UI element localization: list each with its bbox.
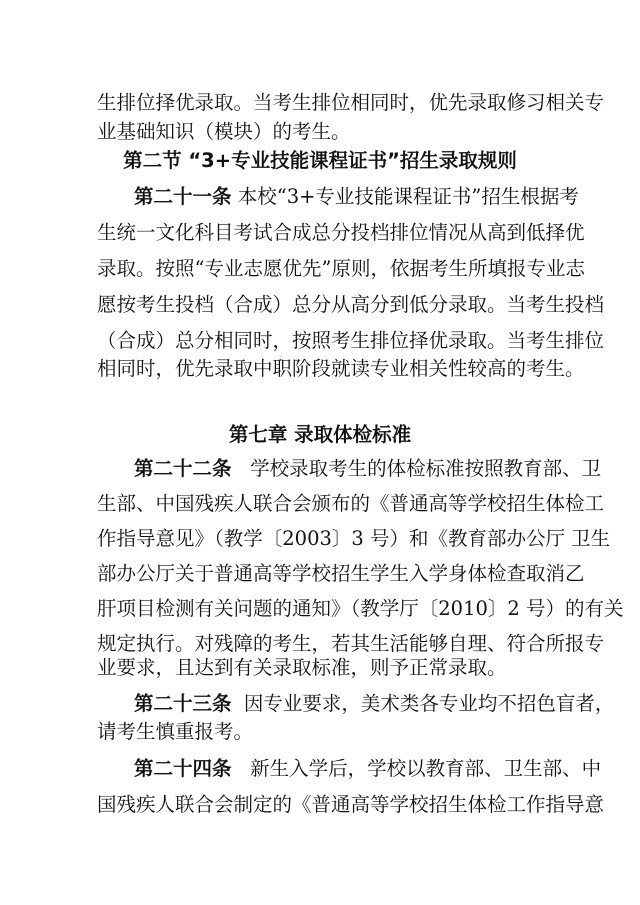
section-2-heading: 第二节 “3+专业技能课程证书”招生录取规则: [123, 149, 517, 172]
article-23-line-1: 因专业要求，美术类各专业均不招色盲者，: [243, 692, 615, 715]
article-21-line-1: 本校“3+专业技能课程证书”招生根据考: [237, 185, 579, 208]
article-21-line-6: 相同时，优先录取中职阶段就读专业相关性较高的考生。: [97, 357, 585, 380]
article-22-line-7: 业要求，且达到有关录取标准，则予正常录取。: [97, 656, 507, 679]
intro-line-2: 业基础知识（模块）的考生。: [97, 120, 351, 143]
article-23-label: 第二十三条: [134, 692, 232, 715]
article-24-line-2: 国残疾人联合会制定的《普通高等学校招生体检工作指导意: [97, 793, 605, 816]
article-21-first-line: [134, 183, 579, 211]
article-24-first-line: [134, 755, 602, 783]
article-22-line-6: 规定执行。对残障的考生，若其生活能够自理、符合所报专: [97, 632, 605, 655]
article-22-line-4: 部办公厅关于普通高等学校招生学生入学身体检查取消乙: [97, 562, 585, 585]
intro-line-1: 生排位择优录取。当考生排位相同时，优先录取修习相关专: [97, 91, 605, 114]
chapter-7-heading: 第七章 录取体检标准: [228, 423, 412, 446]
article-21-line-4: 愿按考生投档（合成）总分从高分到低分录取。当考生投档: [97, 293, 605, 316]
article-21-line-2: 生统一文化科目考试合成总分投档排位情况从高到低择优: [97, 221, 585, 244]
article-23-line-2: 请考生慎重报考。: [97, 720, 254, 743]
article-21-line-5: （合成）总分相同时，按照考生排位择优录取。当考生排位: [97, 329, 605, 352]
article-24-label: 第二十四条: [134, 757, 232, 780]
article-23-first-line: [134, 690, 615, 718]
article-21-line-3: 录取。按照“专业志愿优先”原则，依据考生所填报专业志: [97, 257, 585, 280]
article-22-line-3: 作指导意见》（教学〔2003〕3 号）和《教育部办公厅 卫生: [97, 527, 611, 550]
article-22-first-line: [134, 455, 602, 483]
article-24-line-1: 新生入学后，学校以教育部、卫生部、中: [250, 757, 602, 780]
article-22-line-2: 生部、中国残疾人联合会颁布的《普通高等学校招生体检工: [97, 492, 605, 515]
article-22-line-5: 肝项目检测有关问题的通知》（教学厅〔2010〕2 号）的有关: [97, 597, 624, 620]
article-22-line-1: 学校录取考生的体检标准按照教育部、卫: [250, 457, 602, 480]
article-21-label: 第二十一条: [134, 185, 232, 208]
article-22-label: 第二十二条: [134, 457, 232, 480]
